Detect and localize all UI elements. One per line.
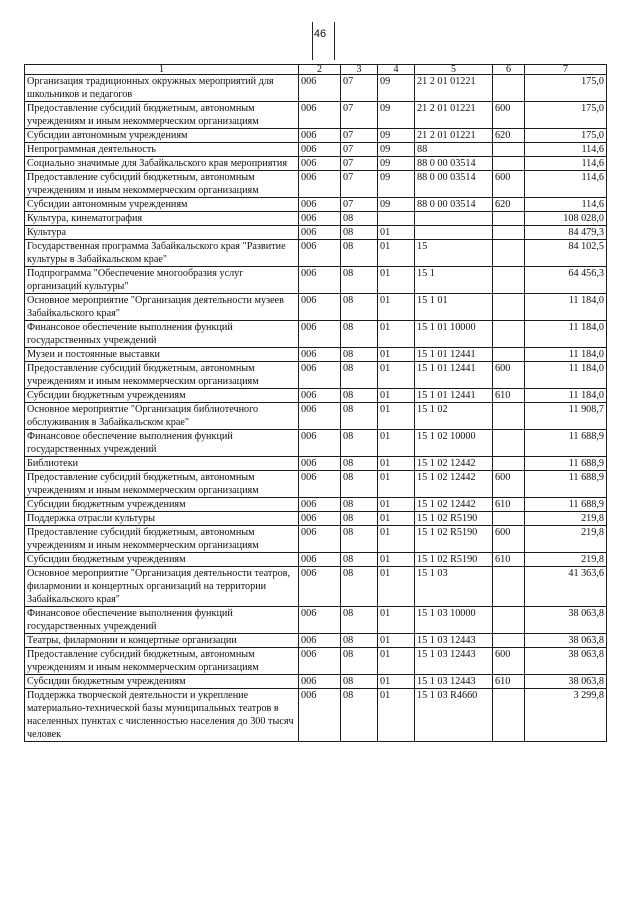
row-name: Финансовое обеспечение выполнения функций государственных учреждений (25, 430, 299, 457)
section-code: 08 (341, 526, 378, 553)
table-row (25, 157, 607, 171)
target-article-code: 15 1 01 (415, 294, 493, 321)
target-article-code: 15 1 02 R5190 (415, 553, 493, 567)
table-row (25, 634, 607, 648)
expense-type-code: 610 (493, 553, 525, 567)
target-article-code: 15 1 01 12441 (415, 348, 493, 362)
row-name: Государственная программа Забайкальского края "Развитие культуры в Забайкальском крае" (25, 240, 299, 267)
table-row (25, 498, 607, 512)
expense-type-code (493, 403, 525, 430)
ministry-code: 006 (299, 648, 341, 675)
table-row (25, 471, 607, 498)
section-code: 08 (341, 648, 378, 675)
ministry-code: 006 (299, 689, 341, 742)
subsection-code: 01 (378, 471, 415, 498)
table-row (25, 457, 607, 471)
ministry-code: 006 (299, 512, 341, 526)
amount: 114,6 (525, 157, 607, 171)
table-row (25, 512, 607, 526)
subsection-code: 01 (378, 567, 415, 607)
section-code: 08 (341, 430, 378, 457)
subsection-code: 09 (378, 171, 415, 198)
section-code: 08 (341, 348, 378, 362)
section-code: 08 (341, 212, 378, 226)
row-name: Предоставление субсидий бюджетным, автономным учреждениям и иным некоммерческим организациям (25, 526, 299, 553)
table-row (25, 689, 607, 742)
target-article-code: 15 1 01 12441 (415, 389, 493, 403)
section-code: 08 (341, 471, 378, 498)
ministry-code: 006 (299, 498, 341, 512)
amount: 3 299,8 (525, 689, 607, 742)
target-article-code: 15 1 02 12442 (415, 457, 493, 471)
ministry-code: 006 (299, 675, 341, 689)
expense-type-code (493, 212, 525, 226)
subsection-code: 09 (378, 75, 415, 102)
subsection-code: 01 (378, 675, 415, 689)
amount: 175,0 (525, 75, 607, 102)
amount: 11 688,9 (525, 498, 607, 512)
expense-type-code: 620 (493, 129, 525, 143)
subsection-code: 01 (378, 348, 415, 362)
ministry-code: 006 (299, 607, 341, 634)
subsection-code: 01 (378, 553, 415, 567)
expense-type-code (493, 348, 525, 362)
expense-type-code (493, 567, 525, 607)
row-name: Основное мероприятие "Организация библиотечного обслуживания в Забайкальском крае" (25, 403, 299, 430)
amount: 84 102,5 (525, 240, 607, 267)
expense-type-code (493, 689, 525, 742)
row-name: Предоставление субсидий бюджетным, автономным учреждениям и иным некоммерческим организациям (25, 362, 299, 389)
table-row (25, 362, 607, 389)
target-article-code: 15 1 03 (415, 567, 493, 607)
table-row (25, 267, 607, 294)
row-name: Субсидии бюджетным учреждениям (25, 389, 299, 403)
target-article-code: 15 1 03 12443 (415, 648, 493, 675)
section-code: 08 (341, 689, 378, 742)
target-article-code: 15 1 03 10000 (415, 607, 493, 634)
target-article-code: 15 1 02 12442 (415, 498, 493, 512)
section-code: 08 (341, 226, 378, 240)
section-code: 08 (341, 553, 378, 567)
subsection-code: 09 (378, 129, 415, 143)
section-code: 08 (341, 457, 378, 471)
amount: 114,6 (525, 143, 607, 157)
amount: 41 363,6 (525, 567, 607, 607)
target-article-code: 21 2 01 01221 (415, 102, 493, 129)
row-name: Субсидии автономным учреждениям (25, 198, 299, 212)
row-name: Культура, кинематография (25, 212, 299, 226)
table-row (25, 675, 607, 689)
target-article-code: 15 1 03 12443 (415, 675, 493, 689)
section-code: 07 (341, 129, 378, 143)
expense-type-code (493, 226, 525, 240)
ministry-code: 006 (299, 403, 341, 430)
amount: 38 063,8 (525, 607, 607, 634)
subsection-code: 01 (378, 498, 415, 512)
table-row (25, 212, 607, 226)
table-row (25, 198, 607, 212)
section-code: 08 (341, 634, 378, 648)
row-name: Поддержка отрасли культуры (25, 512, 299, 526)
target-article-code: 21 2 01 01221 (415, 129, 493, 143)
column-header: 5 (415, 65, 493, 75)
table-row (25, 648, 607, 675)
table-row (25, 240, 607, 267)
subsection-code: 09 (378, 143, 415, 157)
subsection-code: 01 (378, 689, 415, 742)
expense-type-code: 600 (493, 526, 525, 553)
column-header: 1 (25, 65, 299, 75)
row-name: Предоставление субсидий бюджетным, автономным учреждениям и иным некоммерческим организациям (25, 171, 299, 198)
expense-type-code (493, 143, 525, 157)
ministry-code: 006 (299, 362, 341, 389)
table-body (25, 75, 607, 742)
row-name: Социально значимые для Забайкальского края мероприятия (25, 157, 299, 171)
expense-type-code (493, 607, 525, 634)
amount: 64 456,3 (525, 267, 607, 294)
expense-type-code (493, 294, 525, 321)
column-header: 3 (341, 65, 378, 75)
row-name: Библиотеки (25, 457, 299, 471)
target-article-code: 15 1 03 12443 (415, 634, 493, 648)
table-row (25, 171, 607, 198)
table-header-row (25, 65, 607, 75)
expense-type-code: 600 (493, 362, 525, 389)
section-code: 07 (341, 75, 378, 102)
amount: 11 908,7 (525, 403, 607, 430)
expense-type-code (493, 75, 525, 102)
table-row (25, 102, 607, 129)
subsection-code: 01 (378, 226, 415, 240)
section-code: 08 (341, 321, 378, 348)
table-row (25, 143, 607, 157)
row-name: Предоставление субсидий бюджетным, автономным учреждениям и иным некоммерческим организациям (25, 102, 299, 129)
section-code: 08 (341, 498, 378, 512)
target-article-code (415, 212, 493, 226)
expense-type-code: 610 (493, 498, 525, 512)
ministry-code: 006 (299, 471, 341, 498)
subsection-code: 01 (378, 607, 415, 634)
section-code: 07 (341, 198, 378, 212)
subsection-code: 01 (378, 389, 415, 403)
target-article-code: 15 1 02 12442 (415, 471, 493, 498)
section-code: 08 (341, 267, 378, 294)
row-name: Субсидии бюджетным учреждениям (25, 553, 299, 567)
column-header: 2 (299, 65, 341, 75)
ministry-code: 006 (299, 389, 341, 403)
expense-type-code: 600 (493, 171, 525, 198)
ministry-code: 006 (299, 267, 341, 294)
amount: 11 184,0 (525, 321, 607, 348)
expense-type-code (493, 457, 525, 471)
ministry-code: 006 (299, 102, 341, 129)
ministry-code: 006 (299, 75, 341, 102)
table-row (25, 348, 607, 362)
section-code: 07 (341, 102, 378, 129)
target-article-code: 15 1 (415, 267, 493, 294)
table-row (25, 226, 607, 240)
subsection-code: 01 (378, 457, 415, 471)
target-article-code: 15 1 01 12441 (415, 362, 493, 389)
subsection-code: 01 (378, 526, 415, 553)
expense-type-code: 600 (493, 102, 525, 129)
amount: 38 063,8 (525, 634, 607, 648)
subsection-code: 01 (378, 240, 415, 267)
ministry-code: 006 (299, 348, 341, 362)
row-name: Предоставление субсидий бюджетным, автономным учреждениям и иным некоммерческим организациям (25, 648, 299, 675)
target-article-code: 15 1 02 10000 (415, 430, 493, 457)
ministry-code: 006 (299, 553, 341, 567)
subsection-code: 01 (378, 403, 415, 430)
page-number: 46 (313, 28, 327, 40)
ministry-code: 006 (299, 157, 341, 171)
section-code: 07 (341, 157, 378, 171)
table-row (25, 607, 607, 634)
ministry-code: 006 (299, 226, 341, 240)
column-header: 6 (493, 65, 525, 75)
amount: 38 063,8 (525, 675, 607, 689)
section-code: 08 (341, 294, 378, 321)
amount: 219,8 (525, 526, 607, 553)
table-row (25, 321, 607, 348)
amount: 219,8 (525, 553, 607, 567)
ministry-code: 006 (299, 171, 341, 198)
ministry-code: 006 (299, 526, 341, 553)
subsection-code: 09 (378, 102, 415, 129)
amount: 219,8 (525, 512, 607, 526)
amount: 11 184,0 (525, 294, 607, 321)
section-code: 08 (341, 675, 378, 689)
subsection-code: 01 (378, 634, 415, 648)
amount: 175,0 (525, 129, 607, 143)
row-name: Субсидии автономным учреждениям (25, 129, 299, 143)
expense-type-code (493, 267, 525, 294)
expense-type-code (493, 430, 525, 457)
row-name: Финансовое обеспечение выполнения функций государственных учреждений (25, 321, 299, 348)
section-code: 08 (341, 607, 378, 634)
ministry-code: 006 (299, 198, 341, 212)
row-name: Финансовое обеспечение выполнения функций государственных учреждений (25, 607, 299, 634)
table-row (25, 553, 607, 567)
amount: 11 184,0 (525, 389, 607, 403)
target-article-code: 88 0 00 03514 (415, 157, 493, 171)
expense-type-code: 600 (493, 648, 525, 675)
section-code: 08 (341, 389, 378, 403)
subsection-code: 01 (378, 267, 415, 294)
subsection-code: 01 (378, 362, 415, 389)
amount: 114,6 (525, 198, 607, 212)
target-article-code: 15 1 02 R5190 (415, 526, 493, 553)
expense-type-code: 620 (493, 198, 525, 212)
row-name: Субсидии бюджетным учреждениям (25, 498, 299, 512)
section-code: 08 (341, 362, 378, 389)
row-name: Музеи и постоянные выставки (25, 348, 299, 362)
amount: 175,0 (525, 102, 607, 129)
expense-type-code (493, 634, 525, 648)
expense-type-code (493, 157, 525, 171)
ministry-code: 006 (299, 430, 341, 457)
row-name: Субсидии бюджетным учреждениям (25, 675, 299, 689)
amount: 84 479,3 (525, 226, 607, 240)
row-name: Поддержка творческой деятельности и укрепление материально-технической базы муниципальных театров в населенных пунктах с численностью населения до 300 тысяч человек (25, 689, 299, 742)
amount: 11 688,9 (525, 430, 607, 457)
target-article-code: 15 1 03 R4660 (415, 689, 493, 742)
ministry-code: 006 (299, 457, 341, 471)
ministry-code: 006 (299, 212, 341, 226)
target-article-code: 15 1 01 10000 (415, 321, 493, 348)
section-code: 07 (341, 171, 378, 198)
table-row (25, 430, 607, 457)
subsection-code: 01 (378, 321, 415, 348)
section-code: 08 (341, 240, 378, 267)
amount: 108 028,0 (525, 212, 607, 226)
table-row (25, 129, 607, 143)
target-article-code: 15 1 02 R5190 (415, 512, 493, 526)
subsection-code: 09 (378, 198, 415, 212)
section-code: 08 (341, 512, 378, 526)
subsection-code: 01 (378, 294, 415, 321)
target-article-code: 21 2 01 01221 (415, 75, 493, 102)
target-article-code: 88 0 00 03514 (415, 198, 493, 212)
table-row (25, 75, 607, 102)
ministry-code: 006 (299, 634, 341, 648)
subsection-code: 09 (378, 157, 415, 171)
subsection-code: 01 (378, 648, 415, 675)
subsection-code: 01 (378, 430, 415, 457)
expense-type-code: 610 (493, 675, 525, 689)
subsection-code: 01 (378, 512, 415, 526)
section-code: 08 (341, 567, 378, 607)
ministry-code: 006 (299, 129, 341, 143)
ministry-code: 006 (299, 240, 341, 267)
amount: 114,6 (525, 171, 607, 198)
expense-type-code (493, 512, 525, 526)
subsection-code (378, 212, 415, 226)
binding-mark (312, 22, 313, 60)
row-name: Театры, филармонии и концертные организации (25, 634, 299, 648)
target-article-code: 88 (415, 143, 493, 157)
section-code: 08 (341, 403, 378, 430)
ministry-code: 006 (299, 294, 341, 321)
amount: 38 063,8 (525, 648, 607, 675)
expense-type-code (493, 240, 525, 267)
ministry-code: 006 (299, 567, 341, 607)
ministry-code: 006 (299, 143, 341, 157)
row-name: Организация традиционных окружных мероприятий для школьников и педагогов (25, 75, 299, 102)
amount: 11 688,9 (525, 471, 607, 498)
table-row (25, 389, 607, 403)
column-header: 4 (378, 65, 415, 75)
amount: 11 688,9 (525, 457, 607, 471)
target-article-code (415, 226, 493, 240)
expense-type-code: 600 (493, 471, 525, 498)
ministry-code: 006 (299, 321, 341, 348)
table-row (25, 526, 607, 553)
column-header: 7 (525, 65, 607, 75)
table-row (25, 403, 607, 430)
section-code: 07 (341, 143, 378, 157)
amount: 11 184,0 (525, 348, 607, 362)
budget-table (24, 64, 607, 742)
expense-type-code: 610 (493, 389, 525, 403)
target-article-code: 15 (415, 240, 493, 267)
target-article-code: 15 1 02 (415, 403, 493, 430)
row-name: Подпрограмма "Обеспечение многообразия услуг организаций культуры" (25, 267, 299, 294)
row-name: Предоставление субсидий бюджетным, автономным учреждениям и иным некоммерческим организациям (25, 471, 299, 498)
target-article-code: 88 0 00 03514 (415, 171, 493, 198)
table-row (25, 294, 607, 321)
row-name: Основное мероприятие "Организация деятельности музеев Забайкальского края" (25, 294, 299, 321)
expense-type-code (493, 321, 525, 348)
binding-mark (334, 22, 335, 60)
amount: 11 184,0 (525, 362, 607, 389)
table-row (25, 567, 607, 607)
row-name: Основное мероприятие "Организация деятельности театров, филармонии и концертных организаций на территории Забайкальского края" (25, 567, 299, 607)
row-name: Непрограммная деятельность (25, 143, 299, 157)
row-name: Культура (25, 226, 299, 240)
